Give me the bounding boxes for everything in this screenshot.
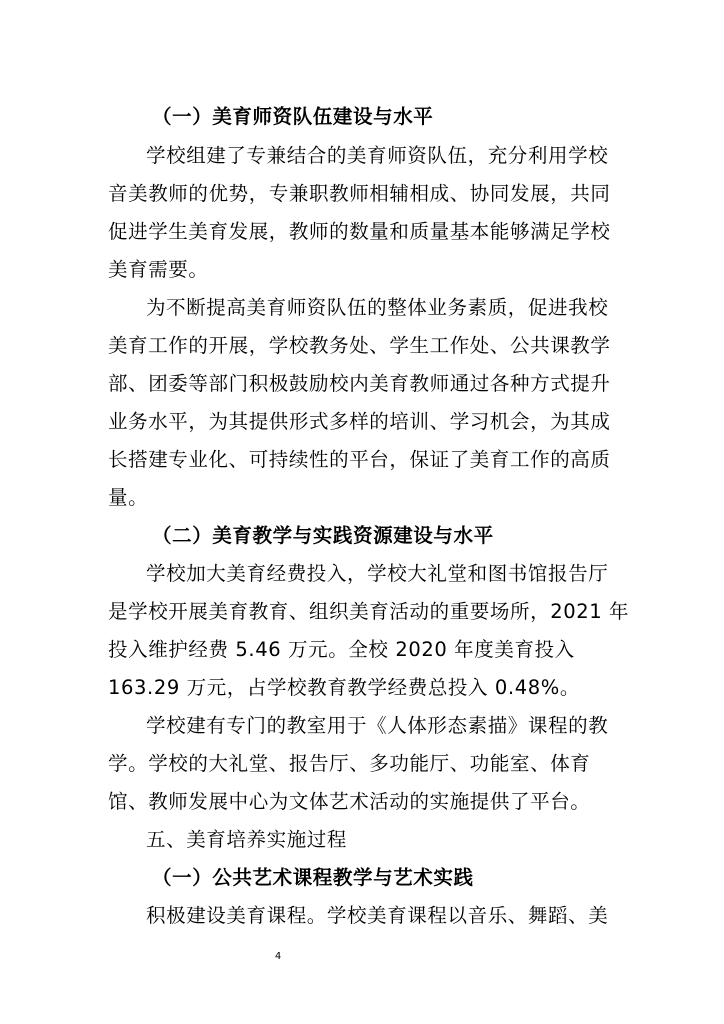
paragraph-line: 音美教师的优势，专兼职教师相辅相成、协同发展，共同 [108,182,611,205]
paragraph-line: 为不断提高美育师资队伍的整体业务素质，促进我校 [146,296,609,319]
paragraph-line: 促进学生美育发展，教师的数量和质量基本能够满足学校 [108,220,611,243]
page-number: 4 [274,951,282,962]
paragraph-line: 投入维护经费 5.46 万元。全校 2020 年度美育投入 [108,638,575,661]
paragraph-line: 学校加大美育经费投入，学校大礼堂和图书馆报告厅 [146,562,609,585]
heading-public-art: （一）公共艺术课程教学与艺术实践 [152,866,474,889]
paragraph-line: 部、团委等部门积极鼓励校内美育教师通过各种方式提升 [108,372,611,395]
paragraph-line: 量。 [108,486,149,509]
heading-faculty: （一）美育师资队伍建设与水平 [152,105,434,128]
paragraph-line: 163.29 万元，占学校教育教学经费总投入 0.48%。 [108,676,580,699]
paragraph-line: 业务水平，为其提供形式多样的培训、学习机会，为其成 [108,410,611,433]
paragraph-line: 美育需要。 [108,258,209,281]
paragraph-line: 馆、教师发展中心为文体艺术活动的实施提供了平台。 [108,790,591,813]
paragraph-line: 学校建有专门的教室用于《人体形态素描》课程的教 [146,714,609,737]
paragraph-line: 是学校开展美育教育、组织美育活动的重要场所，2021 年 [108,600,630,623]
heading-resources: （二）美育教学与实践资源建设与水平 [152,524,494,547]
paragraph-line: 长搭建专业化、可持续性的平台，保证了美育工作的高质 [108,448,611,471]
paragraph-line: 美育工作的开展，学校教务处、学生工作处、公共课教学 [108,334,611,357]
paragraph-line: 学校组建了专兼结合的美育师资队伍，充分利用学校 [146,144,609,167]
paragraph-line: 学。学校的大礼堂、报告厅、多功能厅、功能室、体育 [108,752,591,775]
section-heading: 五、美育培养实施过程 [146,828,348,851]
paragraph-line: 积极建设美育课程。学校美育课程以音乐、舞蹈、美 [146,904,609,927]
